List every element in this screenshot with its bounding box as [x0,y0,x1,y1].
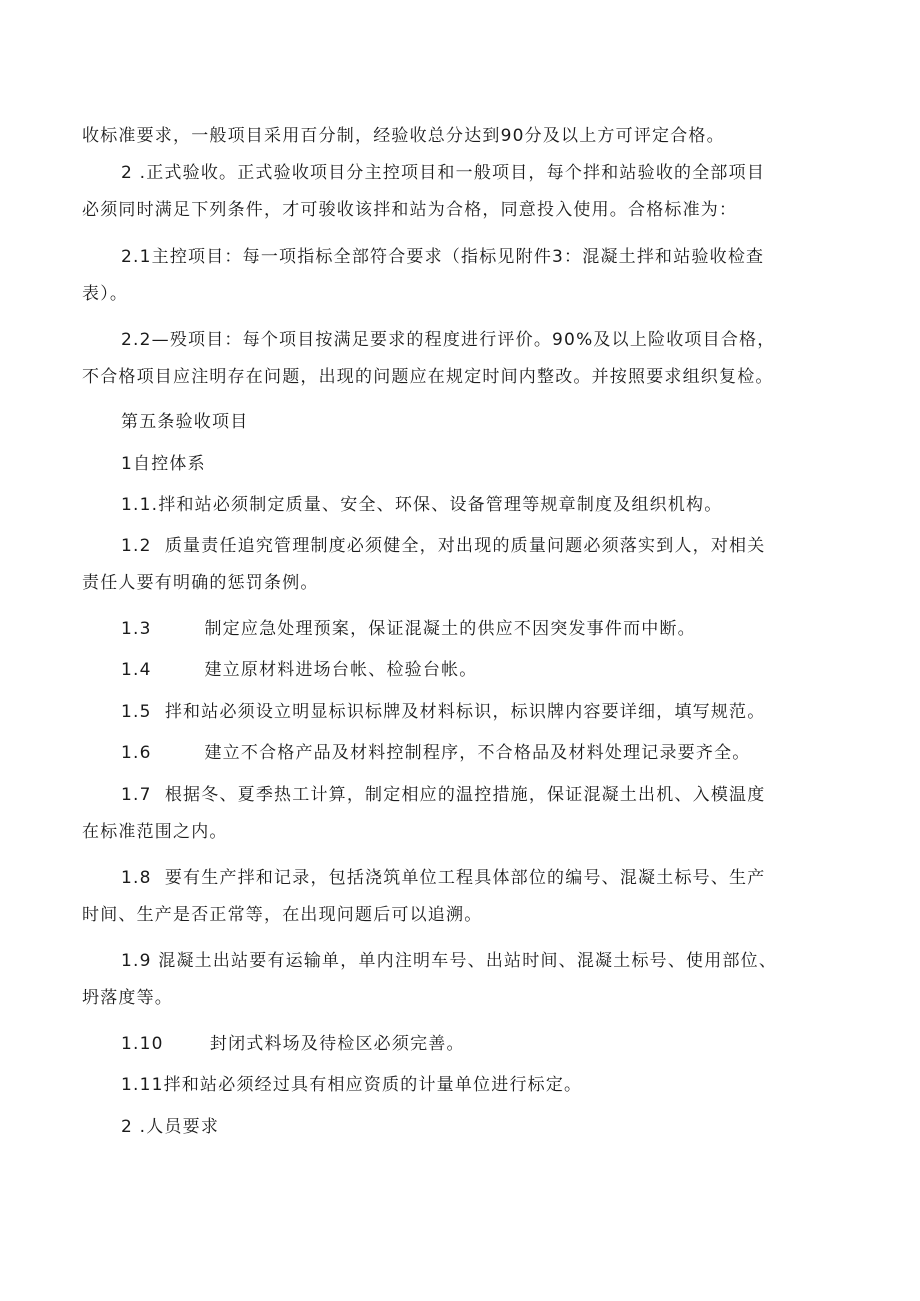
text-line [0,694,920,731]
paragraph-1-1 [0,487,920,524]
text-line-content: 1.3 制定应急处理预案，保证混凝土的供应不因突发事件而中断。 [121,619,696,639]
text-line-content: 2 .人员要求 [121,1117,220,1137]
text-line [0,652,920,689]
paragraph-1-6 [0,735,920,772]
paragraph-2-1 [0,239,920,313]
section-heading-2-personnel [0,1109,920,1146]
text-line-content: 1.1.拌和站必须制定质量、安全、环保、设备管理等规章制度及组织机构。 [121,495,723,515]
text-line-content: 在标准范围之内。 [82,822,228,842]
paragraph-1-5 [0,694,920,731]
text-line-content: 责任人要有明确的惩罚条例。 [82,573,319,593]
text-line [0,565,920,602]
text-line [0,276,920,313]
paragraph-continuation [0,118,920,155]
text-line [0,1026,920,1063]
text-line [0,1067,920,1104]
text-line [0,980,920,1017]
text-line-content: 1.8 要有生产拌和记录，包括浇筑单位工程具体部位的编号、混凝土标号、生产 [121,868,766,888]
text-line-content: 1.4 建立原材料进场台帐、检验台帐。 [121,660,478,680]
text-line [0,735,920,772]
text-line [0,943,920,980]
text-line-content: 1.5 拌和站必须设立明显标识标牌及材料标识，标识牌内容要详细，填写规范。 [121,702,766,722]
text-line [0,322,920,359]
paragraph-formal-acceptance [0,155,920,229]
text-line-content: 1自控体系 [121,454,206,474]
text-line [0,777,920,814]
text-line [0,446,920,483]
paragraph-1-7 [0,777,920,851]
text-line-content: 1.2 质量责任追究管理制度必须健全，对出现的质量问题必须落实到人，对相关 [121,536,766,556]
text-line-content: 不合格项目应注明存在问题，出现的问题应在规定时间内整改。并按照要求组织复检。 [82,367,774,387]
section-heading-article-5 [0,404,920,441]
text-line-content: 第五条验收项目 [121,412,249,432]
section-heading-1 [0,446,920,483]
text-line-content: 1.11拌和站必须经过具有相应资质的计量单位进行标定。 [121,1075,583,1095]
text-line [0,404,920,441]
text-line-content: 坍落度等。 [82,988,173,1008]
text-line [0,487,920,524]
text-line [0,897,920,934]
text-line-content: 1.9 混凝土出站要有运输单，单内注明车号、出站时间、混凝土标号、使用部位、 [121,951,778,971]
text-line-content: 必须同时满足下列条件，才可骏收该拌和站为合格，同意投入使用。合格标准为： [82,200,738,220]
paragraph-1-10 [0,1026,920,1063]
text-line [0,192,920,229]
paragraph-1-4 [0,652,920,689]
text-line [0,860,920,897]
paragraph-1-9 [0,943,920,1017]
text-line [0,1109,920,1146]
paragraph-2-2 [0,322,920,396]
text-line [0,611,920,648]
text-line [0,118,920,155]
text-line [0,359,920,396]
text-line-content: 1.10 封闭式料场及待检区必须完善。 [121,1034,465,1054]
paragraph-1-2 [0,528,920,602]
text-line [0,239,920,276]
text-line [0,528,920,565]
text-line-content: 2 .正式验收。正式验收项目分主控项目和一般项目，每个拌和站验收的全部项目 [121,163,766,183]
text-line-content: 1.7 根据冬、夏季热工计算，制定相应的温控措施，保证混凝土出机、入模温度 [121,785,766,805]
paragraph-1-8 [0,860,920,934]
text-line [0,814,920,851]
text-line-content: 时间、生产是否正常等，在出现问题后可以追溯。 [82,905,483,925]
paragraph-1-11 [0,1067,920,1104]
text-line-content: 1.6 建立不合格产品及材料控制程序，不合格品及材料处理记录要齐全。 [121,743,751,763]
text-line [0,155,920,192]
paragraph-1-3 [0,611,920,648]
text-line-content: 收标准要求，一般项目采用百分制，经验收总分达到90分及以上方可评定合格。 [82,126,725,146]
text-line-content: 2.2—殁项目：每个项目按满足要求的程度进行评价。90%及以上险收项目合格， [121,330,776,350]
text-line-content: 2.1主控项目：每一项指标全部符合要求（指标见附件3：混凝土拌和站验收检查 [121,247,765,267]
text-line-content: 表）。 [82,284,129,304]
